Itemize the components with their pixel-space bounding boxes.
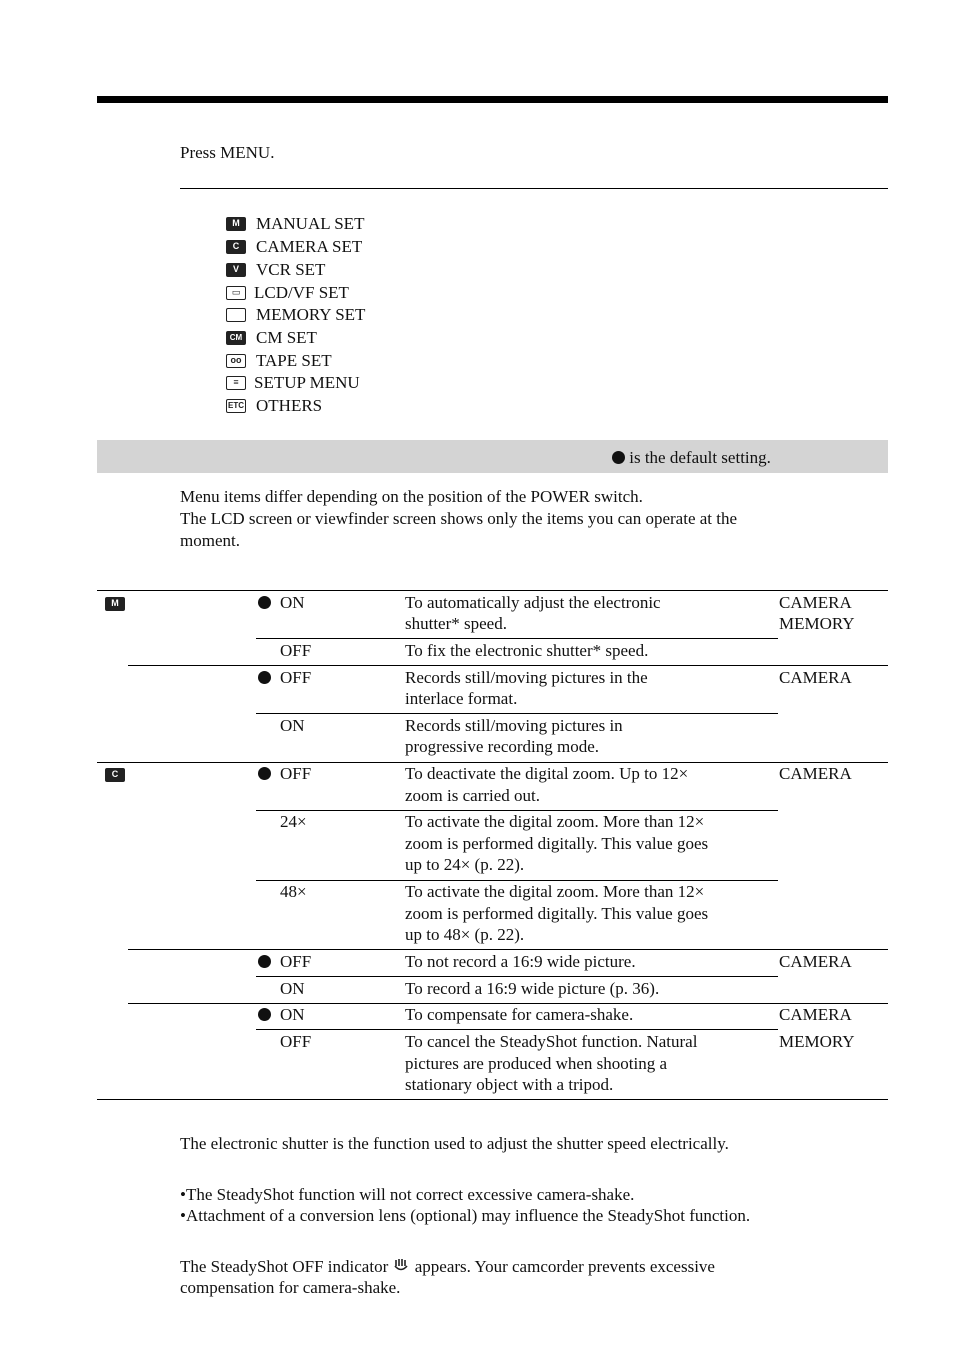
mode-label: CAMERA [779,593,852,612]
camera-set-icon: C [105,768,125,782]
menu-item-label: SETUP MENU [254,373,360,392]
manual-set-icon: M [226,217,246,231]
description-line: To fix the electronic shutter* speed. [405,641,649,660]
default-note-text: is the default setting. [629,448,771,467]
mode-label: MEMORY [779,1032,855,1051]
default-dot-icon [258,955,271,968]
closing-line: compensation for camera-shake. [180,1278,401,1297]
description-line: To record a 16:9 wide picture (p. 36). [405,979,660,998]
description-line: To activate the digital zoom. More than 12× [405,882,705,901]
bullet-item: •The SteadyShot function will not correct excessive camera-shake. [180,1185,635,1204]
mode-label: CAMERA [779,952,852,971]
default-dot-icon [612,451,625,464]
manual-set-icon: M [105,597,125,611]
setup-menu-icon: ≡ [226,376,246,390]
bullet-item: •Attachment of a conversion lens (optional) may influence the SteadyShot function. [180,1206,751,1225]
default-setting-note [612,447,771,469]
option-value: 48× [280,882,307,901]
description-line: pictures are produced when shooting a [405,1054,667,1073]
menu-item-label: LCD/VF SET [254,283,349,302]
closing-text: The SteadyShot OFF indicator [180,1257,389,1276]
mode-label: CAMERA [779,668,852,687]
row-rule [256,713,778,714]
option-value: OFF [280,668,312,687]
vcr-set-icon: V [226,263,246,277]
description-line: To not record a 16:9 wide picture. [405,952,636,971]
row-rule [256,1029,778,1030]
mode-label: MEMORY [779,614,855,633]
description-line: progressive recording mode. [405,737,600,756]
description-line: To deactivate the digital zoom. Up to 12× [405,764,689,783]
description-line: shutter* speed. [405,614,507,633]
cm-set-icon: CM [226,331,246,345]
note-line: moment. [180,531,240,550]
option-value: OFF [280,764,312,783]
menu-item-label: OTHERS [256,396,323,415]
option-value: ON [280,593,305,612]
description-line: To compensate for camera-shake. [405,1005,634,1024]
mode-label: CAMERA [779,764,852,783]
note-line: The LCD screen or viewfinder screen shows only the items you can operate at the [180,509,738,528]
mode-label: CAMERA [779,1005,852,1024]
menu-item-label: MANUAL SET [256,214,365,233]
description-line: To cancel the SteadyShot function. Natural [405,1032,698,1051]
table-bottom-rule [97,1099,888,1100]
group-rule [128,665,888,666]
intro-text: Press MENU. [180,143,275,162]
description-line: interlace format. [405,689,518,708]
option-value: OFF [280,952,312,971]
option-value: OFF [280,641,312,660]
option-value: ON [280,1005,305,1024]
tape-set-icon: oo [226,354,246,368]
menu-item-label: TAPE SET [256,351,332,370]
description-line: Records still/moving pictures in [405,716,623,735]
group-rule [128,949,888,950]
menu-item-label: MEMORY SET [256,305,366,324]
row-rule [256,638,778,639]
default-dot-icon [258,671,271,684]
default-dot-icon [258,767,271,780]
description-line: up to 48× (p. 22). [405,925,525,944]
menu-item-label: CM SET [256,328,317,347]
option-value: ON [280,979,305,998]
description-line: zoom is carried out. [405,786,541,805]
camera-set-icon: C [226,240,246,254]
description-line: To automatically adjust the electronic [405,593,661,612]
description-line: up to 24× (p. 22). [405,855,525,874]
default-dot-icon [258,596,271,609]
description-line: zoom is performed digitally. This value goes [405,834,709,853]
description-line: stationary object with a tripod. [405,1075,614,1094]
default-dot-icon [258,1008,271,1021]
description-line: zoom is performed digitally. This value goes [405,904,709,923]
option-value: OFF [280,1032,312,1051]
option-value: ON [280,716,305,735]
closing-text: appears. Your camcorder prevents excessive [414,1257,715,1276]
menu-item-label: CAMERA SET [256,237,363,256]
row-rule [256,976,778,977]
description-line: Records still/moving pictures in the [405,668,648,687]
description-line: To activate the digital zoom. More than 12× [405,812,705,831]
note-line: Menu items differ depending on the position of the POWER switch. [180,487,643,506]
lcd-vf-set-icon: ▭ [226,286,246,300]
menu-item-label: VCR SET [256,260,326,279]
divider [180,188,888,189]
header-rule [97,96,888,103]
option-value: 24× [280,812,307,831]
table-top-rule [97,590,888,591]
footnote: The electronic shutter is the function used to adjust the shutter speed electrically. [180,1134,729,1153]
memory-set-icon [226,308,246,322]
others-icon: ETC [226,399,246,413]
